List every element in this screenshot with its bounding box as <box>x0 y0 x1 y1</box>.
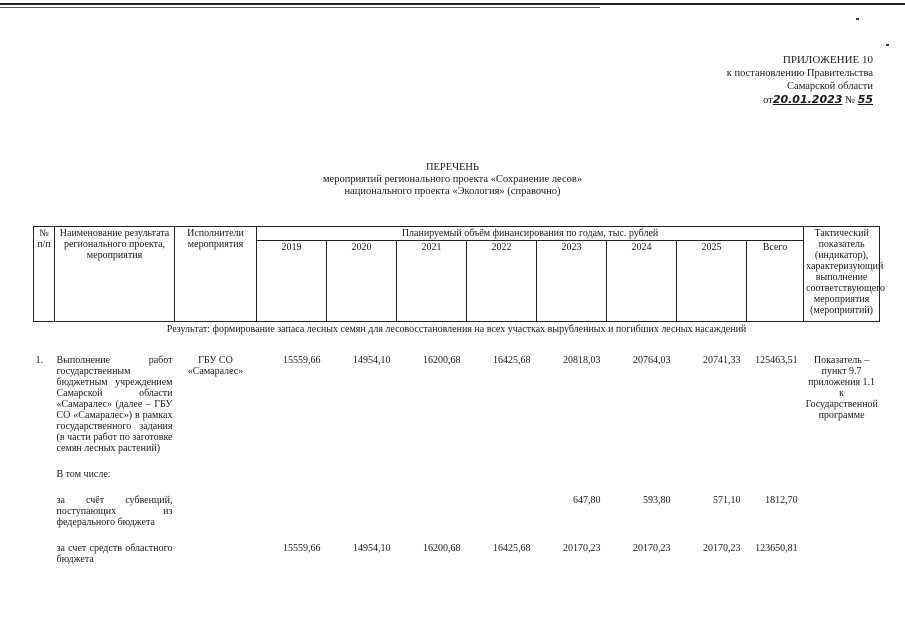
row-name: за счет средств областного бюджета <box>56 543 173 565</box>
row-value <box>327 481 397 529</box>
measures-table-grid <box>33 226 885 566</box>
row-exec <box>175 529 257 566</box>
row-value: 16200,68 <box>423 355 461 366</box>
row-value: 14954,10 <box>353 543 391 554</box>
row-value <box>397 455 467 481</box>
row-value <box>467 481 537 529</box>
row-value: 15559,66 <box>283 543 321 554</box>
handwritten-number: 55 <box>857 93 873 106</box>
row-value: 20764,03 <box>633 355 671 366</box>
number-prefix: № <box>845 95 856 106</box>
row-value: 20170,23 <box>633 543 671 554</box>
row-exec <box>175 455 257 481</box>
appendix-date-line <box>727 93 873 107</box>
row-value: 16200,68 <box>423 543 461 554</box>
row-value: 20741,33 <box>703 355 741 366</box>
measures-table <box>33 226 885 566</box>
row-no <box>34 455 55 481</box>
heading-title: ПЕРЕЧЕНЬ <box>425 162 480 173</box>
appendix-block <box>727 54 873 107</box>
appendix-title: ПРИЛОЖЕНИЕ 10 <box>782 54 873 66</box>
row-total: 125463,51 <box>755 355 798 366</box>
scan-top-border <box>0 3 905 5</box>
table-row <box>34 337 880 455</box>
row-total: 123650,81 <box>755 543 798 554</box>
row-exec: ГБУ СО «Самаралес» <box>187 355 244 377</box>
scan-speck <box>886 44 889 46</box>
scan-speck <box>856 18 859 20</box>
row-total <box>747 455 804 481</box>
table-row <box>34 481 880 529</box>
row-name: Выполнение работ государственным бюджетным учреждением Самарской области «Самаралес» (далее – ГБУ СО «Самаралес») в рамках государственного задания (в части работ по заготовке семян лесных растений) <box>56 355 173 454</box>
row-no <box>34 481 55 529</box>
table-row <box>34 529 880 566</box>
row-indicator <box>804 529 880 566</box>
col-indicator-header: Тактический показатель (индикатор), характеризующий выполнение соответствующего мероприятия (мероприятий) <box>804 227 880 322</box>
row-no: 1. <box>35 355 43 366</box>
row-value: 16425,68 <box>493 355 531 366</box>
row-indicator: Показатель – пункт 9.7 приложения 1.1 к Государственной программе <box>805 355 878 421</box>
scan-top-border-thin <box>0 7 600 8</box>
total-header: Всего <box>747 241 804 322</box>
year-header: 2021 <box>397 241 467 322</box>
date-prefix: от <box>763 95 773 106</box>
row-value <box>677 455 747 481</box>
col-name-header: Наименование результата регионального проекта, мероприятия <box>55 227 175 322</box>
row-value <box>467 455 537 481</box>
year-header: 2019 <box>257 241 327 322</box>
handwritten-date: 20.01.2023 <box>772 93 843 106</box>
appendix-line1: к постановлению Правительства <box>726 68 873 79</box>
row-value: 16425,68 <box>493 543 531 554</box>
table-row <box>34 455 880 481</box>
col-exec-header: Исполнители мероприятия <box>175 227 257 322</box>
year-header: 2022 <box>467 241 537 322</box>
row-value <box>327 455 397 481</box>
year-header: 2020 <box>327 241 397 322</box>
row-exec <box>175 481 257 529</box>
result-text: Результат: формирование запаса лесных семян для лесовосстановления на всех участках вырубленных и погибших лесных насаждений <box>166 324 747 335</box>
row-value: 14954,10 <box>353 355 391 366</box>
row-value <box>607 455 677 481</box>
year-header: 2024 <box>607 241 677 322</box>
row-name: за счёт субвенций, поступающих из федерального бюджета <box>56 495 173 528</box>
year-header: 2023 <box>537 241 607 322</box>
document-heading <box>0 162 905 198</box>
row-value: 593,80 <box>643 495 671 506</box>
row-indicator <box>804 455 880 481</box>
year-header: 2025 <box>677 241 747 322</box>
row-value: 571,10 <box>713 495 741 506</box>
heading-line2: национального проекта «Экология» (справочно) <box>344 186 561 197</box>
row-value: 647,80 <box>573 495 601 506</box>
row-no <box>34 529 55 566</box>
row-value <box>537 455 607 481</box>
result-row <box>34 322 880 338</box>
row-value: 20170,23 <box>703 543 741 554</box>
row-value: 15559,66 <box>283 355 321 366</box>
col-funding-header: Планируемый объём финансирования по годам, тыс. рублей <box>257 227 804 241</box>
row-total: 1812,70 <box>765 495 798 506</box>
row-value <box>257 481 327 529</box>
row-name: В том числе: <box>56 469 111 480</box>
row-value: 20170,23 <box>563 543 601 554</box>
appendix-line2: Самарской области <box>787 81 873 92</box>
row-indicator <box>804 481 880 529</box>
col-no-header: № п/п <box>34 227 55 322</box>
row-value <box>257 455 327 481</box>
row-value <box>397 481 467 529</box>
header-row-1 <box>34 227 880 241</box>
row-value: 20818,03 <box>563 355 601 366</box>
heading-line1: мероприятий регионального проекта «Сохранение лесов» <box>322 174 583 185</box>
